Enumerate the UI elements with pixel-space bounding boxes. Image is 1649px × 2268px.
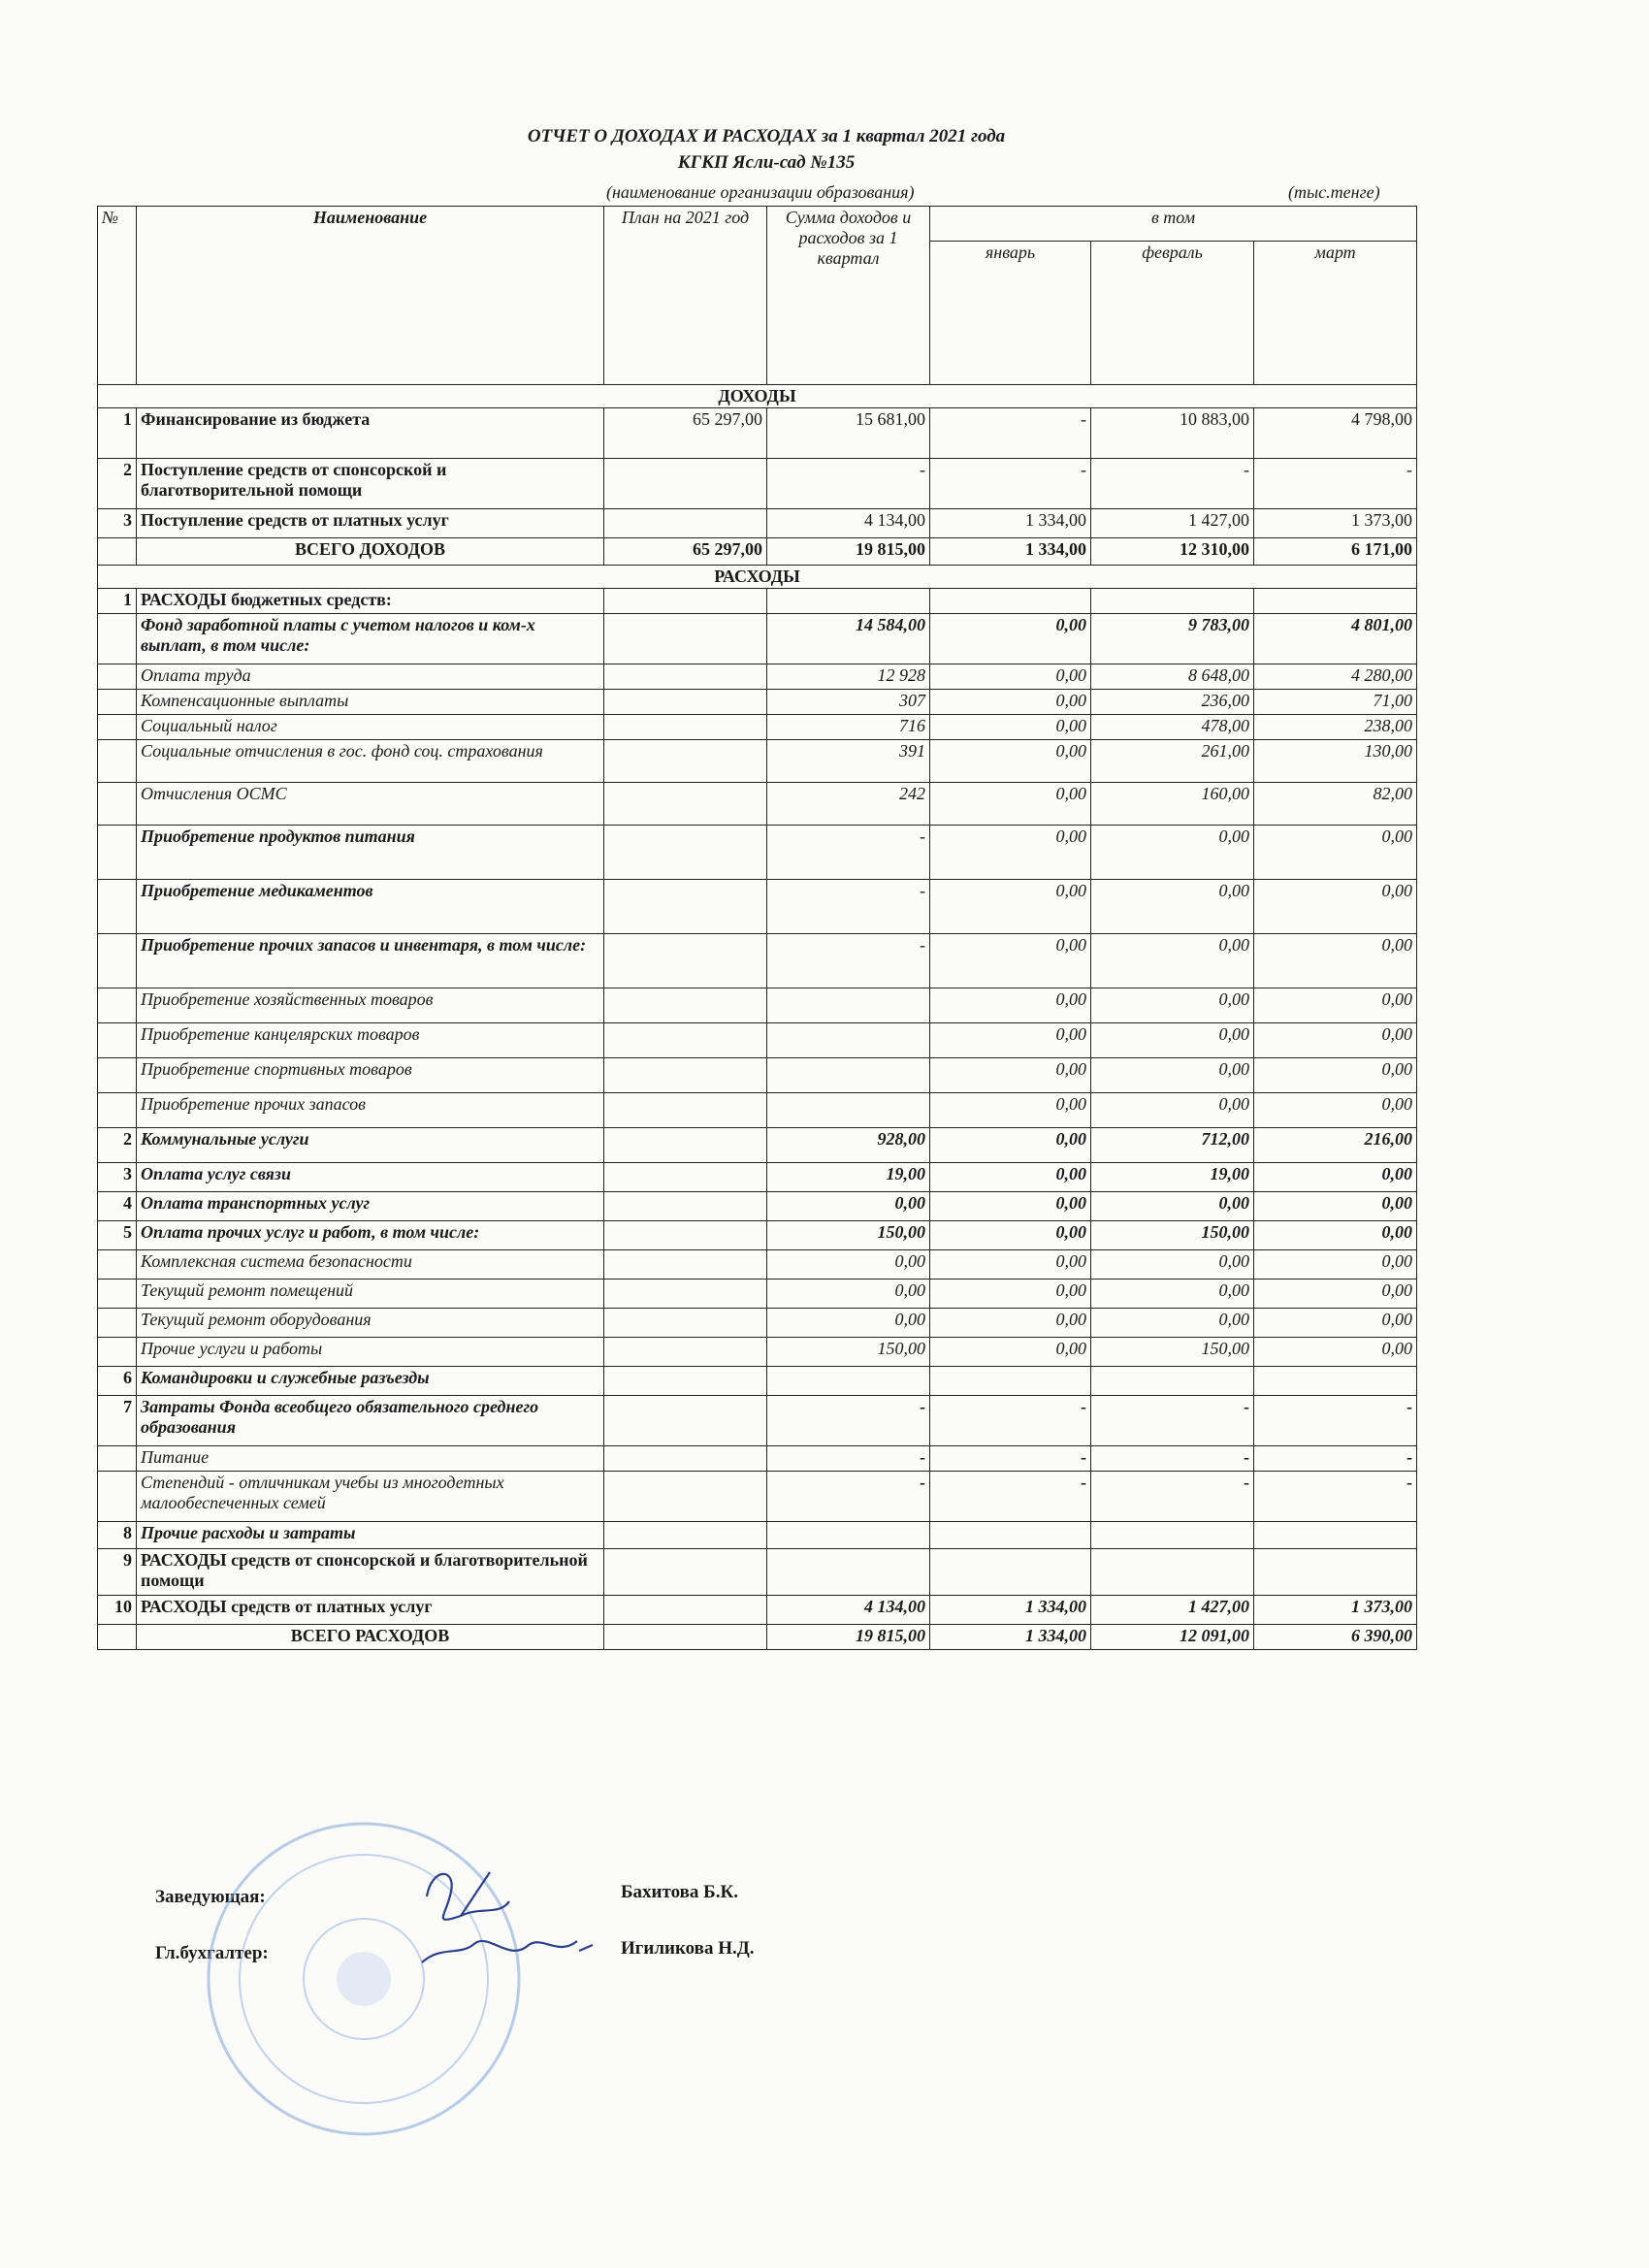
jan-value: - [930, 459, 1091, 509]
plan-value [604, 1596, 767, 1625]
plan-value [604, 1549, 767, 1596]
report-table [97, 206, 1417, 1650]
jan-value: 1 334,00 [930, 509, 1091, 538]
mar-value: 4 280,00 [1254, 664, 1417, 690]
row-number [98, 783, 137, 826]
row-name: Оплата труда [137, 664, 604, 690]
sum-value: - [767, 1396, 930, 1446]
row-number: 3 [98, 509, 137, 538]
plan-value [604, 988, 767, 1023]
row-name: Оплата услуг связи [137, 1163, 604, 1192]
row-name: Приобретение хозяйственных товаров [137, 988, 604, 1023]
feb-value: 261,00 [1091, 740, 1254, 783]
row-name: Приобретение канцелярских товаров [137, 1023, 604, 1058]
row-number [98, 880, 137, 934]
table-row [98, 1367, 1417, 1396]
row-name: Поступление средств от платных услуг [137, 509, 604, 538]
col-mar-header: март [1254, 242, 1417, 385]
sum-value: 14 584,00 [767, 614, 930, 664]
plan-value: 65 297,00 [604, 408, 767, 459]
feb-value: 19,00 [1091, 1163, 1254, 1192]
feb-value: 0,00 [1091, 1280, 1254, 1309]
expense-total-label: ВСЕГО РАСХОДОВ [137, 1625, 604, 1650]
row-number: 3 [98, 1163, 137, 1192]
mar-value: 4 801,00 [1254, 614, 1417, 664]
sum-value [767, 1023, 930, 1058]
jan-value: 0,00 [930, 783, 1091, 826]
table-row [98, 1058, 1417, 1093]
sum-value: 307 [767, 690, 930, 715]
row-number: 5 [98, 1221, 137, 1250]
row-name: Приобретение спортивных товаров [137, 1058, 604, 1093]
feb-value: 9 783,00 [1091, 614, 1254, 664]
plan-value [604, 934, 767, 988]
row-number [98, 1309, 137, 1338]
table-row [98, 459, 1417, 509]
jan-value: 0,00 [930, 826, 1091, 880]
table-row [98, 1023, 1417, 1058]
row-number: 10 [98, 1596, 137, 1625]
row-name: Текущий ремонт оборудования [137, 1309, 604, 1338]
table-row [98, 614, 1417, 664]
row-name: Приобретение продуктов питания [137, 826, 604, 880]
plan-value [604, 1367, 767, 1396]
row-name: Приобретение медикаментов [137, 880, 604, 934]
plan-value [604, 740, 767, 783]
feb-value: 478,00 [1091, 715, 1254, 740]
table-row [98, 589, 1417, 614]
jan-value [930, 1522, 1091, 1549]
row-name: Прочие услуги и работы [137, 1338, 604, 1367]
row-number: 7 [98, 1396, 137, 1446]
row-number: 6 [98, 1367, 137, 1396]
mar-value: 82,00 [1254, 783, 1417, 826]
plan-value [604, 614, 767, 664]
feb-value: 0,00 [1091, 1058, 1254, 1093]
jan-value: 0,00 [930, 1128, 1091, 1163]
sum-value: - [767, 880, 930, 934]
feb-value: 0,00 [1091, 826, 1254, 880]
table-row [98, 1093, 1417, 1128]
sum-value: 0,00 [767, 1250, 930, 1280]
feb-value: 0,00 [1091, 1192, 1254, 1221]
expense-section-title: РАСХОДЫ [98, 566, 1417, 589]
row-number [98, 1093, 137, 1128]
row-name: РАСХОДЫ средств от платных услуг [137, 1596, 604, 1625]
plan-value [604, 715, 767, 740]
row-name: Затраты Фонда всеобщего обязательного среднего образования [137, 1396, 604, 1446]
plan-value [604, 459, 767, 509]
income-total-mar: 6 171,00 [1254, 538, 1417, 566]
jan-value: 0,00 [930, 1023, 1091, 1058]
row-name: Поступление средств от спонсорской и благотворительной помощи [137, 459, 604, 509]
feb-value: 8 648,00 [1091, 664, 1254, 690]
row-number: 2 [98, 459, 137, 509]
feb-value: - [1091, 1446, 1254, 1472]
jan-value [930, 589, 1091, 614]
mar-value: 0,00 [1254, 1338, 1417, 1367]
sum-value: 242 [767, 783, 930, 826]
feb-value: - [1091, 459, 1254, 509]
col-name-header: Наименование [137, 207, 604, 385]
table-row [98, 1522, 1417, 1549]
mar-value: 0,00 [1254, 1023, 1417, 1058]
head-label: Заведующая: [155, 1887, 266, 1907]
feb-value: 0,00 [1091, 1023, 1254, 1058]
col-sum-header: Сумма доходов и расходов за 1 квартал [767, 207, 930, 385]
sum-value [767, 589, 930, 614]
feb-value: - [1091, 1472, 1254, 1522]
expense-total-feb: 12 091,00 [1091, 1625, 1254, 1650]
col-num-header: № [98, 207, 137, 385]
plan-value [604, 690, 767, 715]
blank-cell [604, 1625, 767, 1650]
plan-value [604, 783, 767, 826]
jan-value: 0,00 [930, 1221, 1091, 1250]
jan-value: 0,00 [930, 1280, 1091, 1309]
mar-value [1254, 589, 1417, 614]
row-number [98, 1280, 137, 1309]
income-section-title: ДОХОДЫ [98, 385, 1417, 408]
row-name: Командировки и служебные разъезды [137, 1367, 604, 1396]
jan-value: 0,00 [930, 1309, 1091, 1338]
row-number [98, 715, 137, 740]
row-name: Финансирование из бюджета [137, 408, 604, 459]
jan-value: 0,00 [930, 1093, 1091, 1128]
jan-value: 0,00 [930, 934, 1091, 988]
table-row [98, 880, 1417, 934]
table-row [98, 1596, 1417, 1625]
feb-value: 236,00 [1091, 690, 1254, 715]
jan-value: 0,00 [930, 614, 1091, 664]
signature-scribbles [403, 1848, 597, 1984]
sum-value: 0,00 [767, 1192, 930, 1221]
plan-value [604, 1472, 767, 1522]
blank-cell [98, 1625, 137, 1650]
sum-value: 716 [767, 715, 930, 740]
jan-value: 0,00 [930, 715, 1091, 740]
row-number: 8 [98, 1522, 137, 1549]
sum-value: 150,00 [767, 1338, 930, 1367]
jan-value: 0,00 [930, 988, 1091, 1023]
sum-value: 4 134,00 [767, 1596, 930, 1625]
income-total-sum: 19 815,00 [767, 538, 930, 566]
feb-value: 160,00 [1091, 783, 1254, 826]
row-number [98, 934, 137, 988]
row-name: РАСХОДЫ бюджетных средств: [137, 589, 604, 614]
row-number [98, 1446, 137, 1472]
feb-value: 0,00 [1091, 1250, 1254, 1280]
income-body [98, 385, 1417, 566]
mar-value: 0,00 [1254, 1250, 1417, 1280]
expense-body [98, 566, 1417, 1650]
plan-value [604, 1522, 767, 1549]
table-row [98, 1549, 1417, 1596]
accountant-name: Игиликова Н.Д. [621, 1938, 755, 1959]
sum-value: 4 134,00 [767, 509, 930, 538]
mar-value: 71,00 [1254, 690, 1417, 715]
row-number [98, 1338, 137, 1367]
sum-value: 12 928 [767, 664, 930, 690]
row-name: Социальные отчисления в гос. фонд соц. страхования [137, 740, 604, 783]
table-row [98, 690, 1417, 715]
row-name: Фонд заработной платы с учетом налогов и ком-х выплат, в том числе: [137, 614, 604, 664]
sum-value: 19,00 [767, 1163, 930, 1192]
feb-value: 0,00 [1091, 934, 1254, 988]
plan-value [604, 1023, 767, 1058]
row-name: Комплексная система безопасности [137, 1250, 604, 1280]
mar-value: 0,00 [1254, 988, 1417, 1023]
table-row [98, 509, 1417, 538]
col-plan-header: План на 2021 год [604, 207, 767, 385]
plan-value [604, 1221, 767, 1250]
table-row [98, 1163, 1417, 1192]
sum-value: 391 [767, 740, 930, 783]
plan-value [604, 1163, 767, 1192]
expense-total-row [98, 1625, 1417, 1650]
row-name: Компенсационные выплаты [137, 690, 604, 715]
mar-value: 0,00 [1254, 880, 1417, 934]
jan-value [930, 1367, 1091, 1396]
mar-value: 4 798,00 [1254, 408, 1417, 459]
jan-value: 0,00 [930, 880, 1091, 934]
feb-value: 150,00 [1091, 1338, 1254, 1367]
mar-value [1254, 1522, 1417, 1549]
mar-value [1254, 1367, 1417, 1396]
sum-value [767, 1367, 930, 1396]
feb-value: 1 427,00 [1091, 1596, 1254, 1625]
plan-value [604, 1250, 767, 1280]
row-number [98, 664, 137, 690]
mar-value: - [1254, 459, 1417, 509]
table-row [98, 826, 1417, 880]
jan-value: - [930, 408, 1091, 459]
jan-value: - [930, 1472, 1091, 1522]
sum-value: 0,00 [767, 1280, 930, 1309]
plan-value [604, 1192, 767, 1221]
plan-value [604, 1338, 767, 1367]
mar-value [1254, 1549, 1417, 1596]
table-row [98, 1309, 1417, 1338]
sum-value: 928,00 [767, 1128, 930, 1163]
plan-value [604, 509, 767, 538]
mar-value: 0,00 [1254, 934, 1417, 988]
row-number: 2 [98, 1128, 137, 1163]
sum-value: - [767, 826, 930, 880]
table-row [98, 783, 1417, 826]
mar-value: 216,00 [1254, 1128, 1417, 1163]
jan-value: 0,00 [930, 664, 1091, 690]
mar-value: 0,00 [1254, 1192, 1417, 1221]
jan-value: 0,00 [930, 740, 1091, 783]
table-row [98, 1128, 1417, 1163]
feb-value: 150,00 [1091, 1221, 1254, 1250]
row-number [98, 988, 137, 1023]
row-name: Приобретение прочих запасов [137, 1093, 604, 1128]
plan-value [604, 1280, 767, 1309]
sum-value: 15 681,00 [767, 408, 930, 459]
plan-value [604, 1446, 767, 1472]
feb-value [1091, 589, 1254, 614]
mar-value: 0,00 [1254, 1163, 1417, 1192]
row-name: РАСХОДЫ средств от спонсорской и благотворительной помощи [137, 1549, 604, 1596]
income-total-jan: 1 334,00 [930, 538, 1091, 566]
table-row [98, 408, 1417, 459]
feb-value: 0,00 [1091, 1309, 1254, 1338]
row-name: Коммунальные услуги [137, 1128, 604, 1163]
feb-value: 1 427,00 [1091, 509, 1254, 538]
income-total-row [98, 538, 1417, 566]
sum-value: 0,00 [767, 1309, 930, 1338]
col-jan-header: январь [930, 242, 1091, 385]
accountant-label: Гл.бухгалтер: [155, 1943, 269, 1963]
row-number [98, 740, 137, 783]
mar-value: - [1254, 1472, 1417, 1522]
jan-value [930, 1549, 1091, 1596]
row-number [98, 614, 137, 664]
sum-value: 150,00 [767, 1221, 930, 1250]
plan-value [604, 1128, 767, 1163]
feb-value: 0,00 [1091, 880, 1254, 934]
table-row [98, 664, 1417, 690]
table-row [98, 1221, 1417, 1250]
plan-value [604, 880, 767, 934]
table-row [98, 1446, 1417, 1472]
row-number [98, 1250, 137, 1280]
sum-value [767, 1093, 930, 1128]
feb-value [1091, 1549, 1254, 1596]
table-row [98, 1472, 1417, 1522]
income-total-plan: 65 297,00 [604, 538, 767, 566]
feb-value [1091, 1522, 1254, 1549]
mar-value: 1 373,00 [1254, 1596, 1417, 1625]
mar-value: 0,00 [1254, 1280, 1417, 1309]
row-name: Отчисления ОСМС [137, 783, 604, 826]
row-name: Социальный налог [137, 715, 604, 740]
jan-value: 0,00 [930, 1163, 1091, 1192]
row-number [98, 826, 137, 880]
head-name: Бахитова Б.К. [621, 1882, 738, 1902]
table-row [98, 1280, 1417, 1309]
jan-value: 0,00 [930, 1192, 1091, 1221]
row-number: 4 [98, 1192, 137, 1221]
sum-value [767, 1058, 930, 1093]
plan-value [604, 1093, 767, 1128]
mar-value: 0,00 [1254, 1058, 1417, 1093]
table-row [98, 988, 1417, 1023]
row-number [98, 1472, 137, 1522]
sum-value: - [767, 934, 930, 988]
col-feb-header: февраль [1091, 242, 1254, 385]
row-name: Оплата прочих услуг и работ, в том числе: [137, 1221, 604, 1250]
table-row [98, 1338, 1417, 1367]
table-row [98, 715, 1417, 740]
row-number: 1 [98, 589, 137, 614]
sum-value [767, 988, 930, 1023]
expense-total-mar: 6 390,00 [1254, 1625, 1417, 1650]
jan-value: 0,00 [930, 1338, 1091, 1367]
plan-value [604, 1058, 767, 1093]
sum-value [767, 1522, 930, 1549]
mar-value: 0,00 [1254, 1221, 1417, 1250]
mar-value: 0,00 [1254, 1093, 1417, 1128]
sum-value: - [767, 1472, 930, 1522]
jan-value: 0,00 [930, 1250, 1091, 1280]
income-total-feb: 12 310,00 [1091, 538, 1254, 566]
organization-name: КГКП Ясли-сад №135 [677, 152, 856, 173]
jan-value: 0,00 [930, 1058, 1091, 1093]
table-row [98, 1396, 1417, 1446]
feb-value [1091, 1367, 1254, 1396]
feb-value: 0,00 [1091, 988, 1254, 1023]
row-name: Текущий ремонт помещений [137, 1280, 604, 1309]
plan-value [604, 1309, 767, 1338]
sum-value [767, 1549, 930, 1596]
row-number [98, 1023, 137, 1058]
row-name: Степендий - отличникам учебы из многодетных малообеспеченных семей [137, 1472, 604, 1522]
table-row [98, 740, 1417, 783]
col-incl-header: в том [930, 207, 1417, 242]
table-row [98, 1192, 1417, 1221]
row-name: Питание [137, 1446, 604, 1472]
unit-note: (тыс.тенге) [1288, 182, 1380, 202]
jan-value: 1 334,00 [930, 1596, 1091, 1625]
plan-value [604, 664, 767, 690]
table-row [98, 1250, 1417, 1280]
jan-value: 0,00 [930, 690, 1091, 715]
feb-value: 712,00 [1091, 1128, 1254, 1163]
mar-value: - [1254, 1446, 1417, 1472]
expense-total-sum: 19 815,00 [767, 1625, 930, 1650]
organization-note: (наименование организации образования) [606, 182, 915, 202]
mar-value: 0,00 [1254, 826, 1417, 880]
row-number [98, 690, 137, 715]
mar-value: 238,00 [1254, 715, 1417, 740]
sum-value: - [767, 459, 930, 509]
row-name: Оплата транспортных услуг [137, 1192, 604, 1221]
expense-total-jan: 1 334,00 [930, 1625, 1091, 1650]
feb-value: - [1091, 1396, 1254, 1446]
mar-value: 1 373,00 [1254, 509, 1417, 538]
plan-value [604, 826, 767, 880]
income-total-label: ВСЕГО ДОХОДОВ [137, 538, 604, 566]
row-number: 9 [98, 1549, 137, 1596]
row-name: Приобретение прочих запасов и инвентаря, в том числе: [137, 934, 604, 988]
mar-value: 130,00 [1254, 740, 1417, 783]
report-title: ОТЧЕТ О ДОХОДАХ И РАСХОДАХ за 1 квартал 2021 года [527, 126, 1006, 146]
feb-value: 10 883,00 [1091, 408, 1254, 459]
mar-value: - [1254, 1396, 1417, 1446]
plan-value [604, 589, 767, 614]
mar-value: 0,00 [1254, 1309, 1417, 1338]
row-name: Прочие расходы и затраты [137, 1522, 604, 1549]
feb-value: 0,00 [1091, 1093, 1254, 1128]
row-number: 1 [98, 408, 137, 459]
plan-value [604, 1396, 767, 1446]
row-number [98, 1058, 137, 1093]
blank-cell [98, 538, 137, 566]
jan-value: - [930, 1446, 1091, 1472]
sum-value: - [767, 1446, 930, 1472]
table-row [98, 934, 1417, 988]
jan-value: - [930, 1396, 1091, 1446]
